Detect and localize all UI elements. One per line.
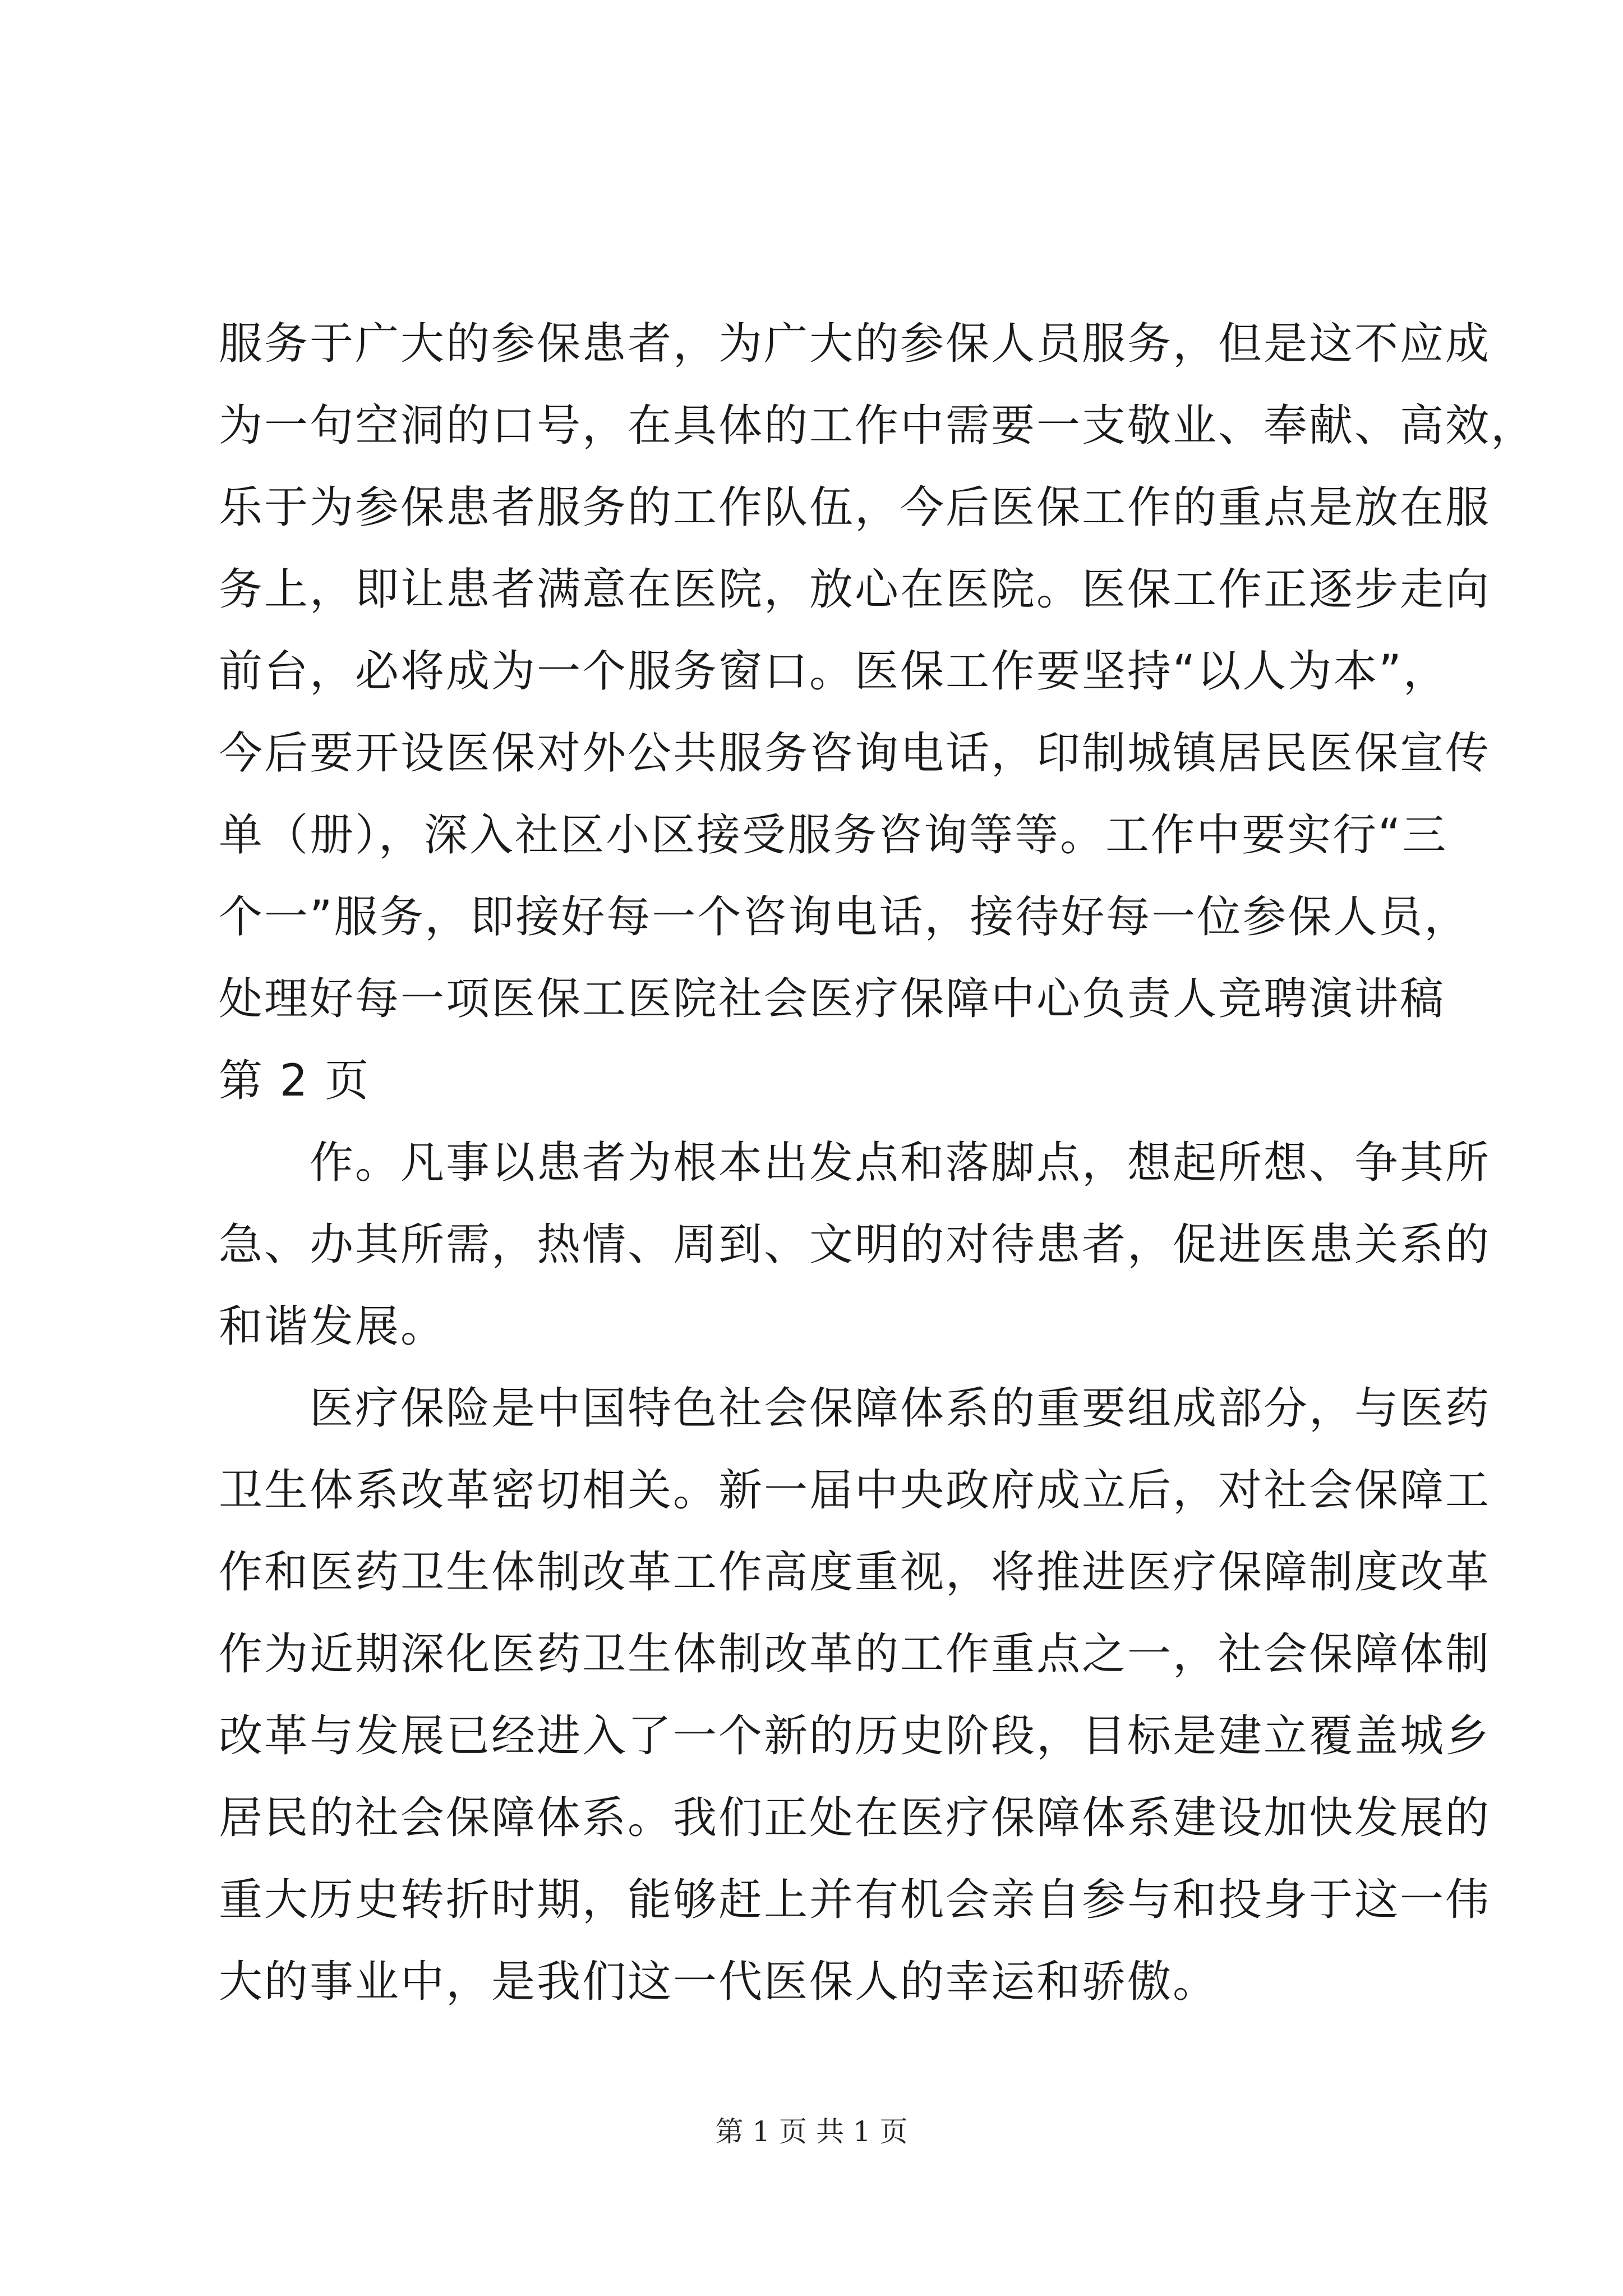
text-line: 单（册），深入社区小区接受服务咨询等等。工作中要实行“三 <box>219 810 1448 861</box>
text-line: 医疗保险是中国特色社会保障体系的重要组成部分，与医药 <box>219 1383 1491 1434</box>
text-line: 作。凡事以患者为根本出发点和落脚点，想起所想、争其所 <box>219 1138 1491 1188</box>
text-line: 个一”服务，即接好每一个咨询电话，接待好每一位参保人员， <box>219 892 1470 942</box>
text-line: 居民的社会保障体系。我们正处在医疗保障体系建设加快发展的 <box>219 1793 1491 1843</box>
text-line: 改革与发展已经进入了一个新的历史阶段，目标是建立覆盖城乡 <box>219 1711 1491 1761</box>
text-line: 卫生体系改革密切相关。新一届中央政府成立后，对社会保障工 <box>219 1465 1491 1516</box>
text-line: 大的事业中，是我们这一代医保人的幸运和骄傲。 <box>219 1957 1219 2007</box>
text-line: 为一句空洞的口号，在具体的工作中需要一支敬业、奉献、高效， <box>219 401 1537 451</box>
text-line: 服务于广大的参保患者，为广大的参保人员服务，但是这不应成 <box>219 319 1491 369</box>
inline-page-marker: 第 2 页 <box>219 1056 371 1106</box>
text-line: 务上，即让患者满意在医院，放心在医院。医保工作正逐步走向 <box>219 564 1491 615</box>
text-line: 作为近期深化医药卫生体制改革的工作重点之一，社会保障体制 <box>219 1629 1491 1680</box>
text-line: 作和医药卫生体制改革工作高度重视，将推进医疗保障制度改革 <box>219 1547 1491 1598</box>
text-line: 处理好每一项医保工医院社会医疗保障中心负责人竞聘演讲稿 <box>219 974 1446 1024</box>
document-body <box>219 303 1537 2023</box>
text-line: 今后要开设医保对外公共服务咨询电话，印制城镇居民医保宣传 <box>219 728 1491 779</box>
text-line: 和谐发展。 <box>219 1301 446 1352</box>
text-line: 前台，必将成为一个服务窗口。医保工作要坚持“以人为本”， <box>219 646 1449 697</box>
page-footer: 第 1 页 共 1 页 <box>715 2115 908 2148</box>
text-line: 乐于为参保患者服务的工作队伍，今后医保工作的重点是放在服 <box>219 482 1491 533</box>
text-line: 急、办其所需，热情、周到、文明的对待患者，促进医患关系的 <box>219 1220 1491 1270</box>
text-line: 重大历史转折时期，能够赶上并有机会亲自参与和投身于这一伟 <box>219 1875 1491 1925</box>
